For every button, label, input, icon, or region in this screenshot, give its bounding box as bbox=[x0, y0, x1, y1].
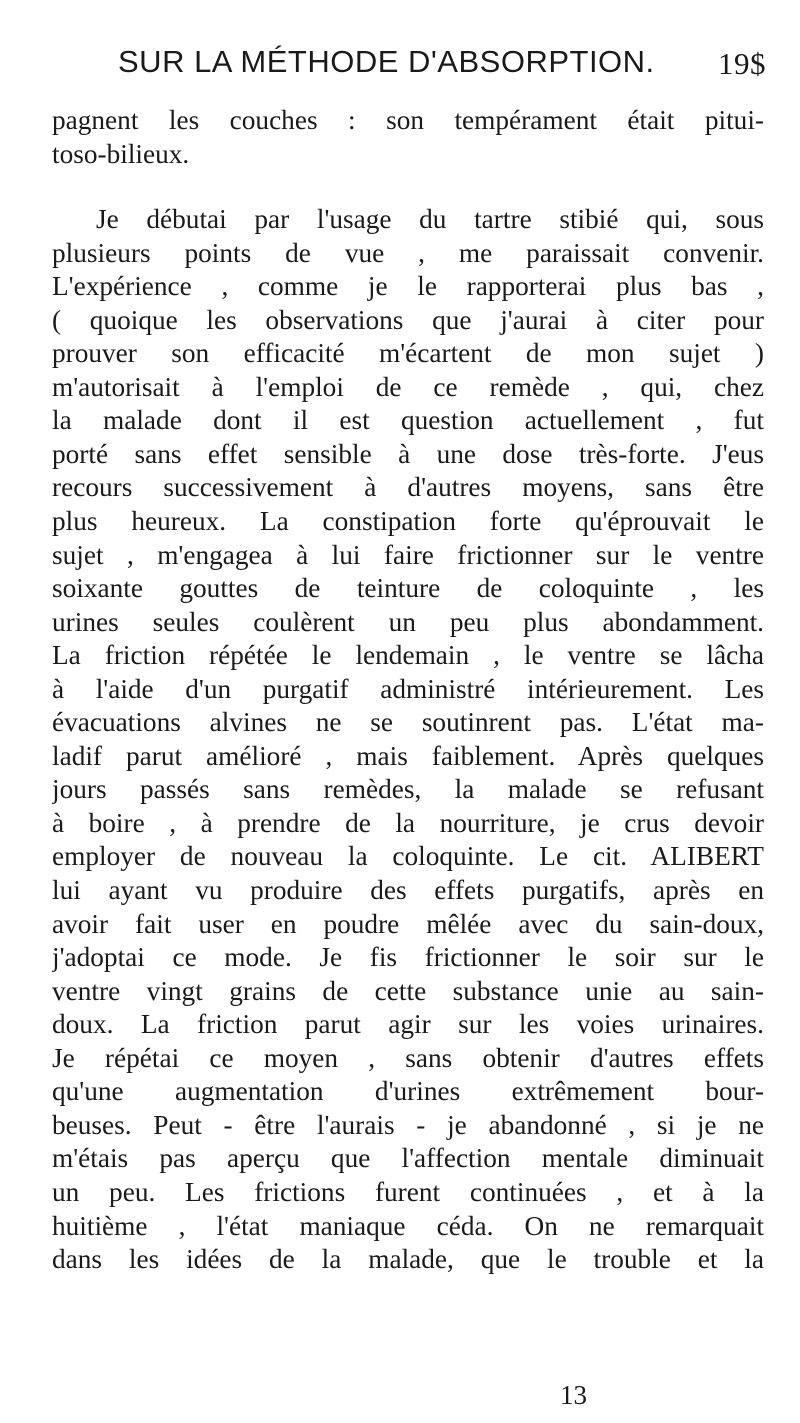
text-line: ventre vingt grains de cette substance unie au sain- bbox=[52, 975, 764, 1006]
text-line: Je débutai par l'usage du tartre stibié qui, sous bbox=[96, 204, 764, 235]
text-line: beuses. Peut - être l'aurais - je abandonné , si je ne bbox=[52, 1109, 764, 1140]
text-line: prouver son efficacité m'écartent de mon sujet ) bbox=[52, 338, 764, 369]
text-line: lui ayant vu produire des effets purgatifs, après en bbox=[52, 875, 764, 906]
body-text bbox=[52, 104, 764, 1277]
text-line: plus heureux. La constipation forte qu'éprouvait le bbox=[52, 506, 764, 537]
text-line: soixante gouttes de teinture de coloquinte , les bbox=[52, 573, 764, 604]
text-line: toso-bilieux. bbox=[52, 138, 190, 169]
text-line: plusieurs points de vue , me paraissait convenir. bbox=[52, 237, 764, 268]
text-line: m'autorisait à l'emploi de ce remède , qui, chez bbox=[52, 371, 764, 402]
text-line: m'étais pas aperçu que l'affection mentale diminuait bbox=[52, 1143, 764, 1174]
text-line: porté sans effet sensible à une dose très-forte. J'eus bbox=[52, 438, 764, 469]
text-line: un peu. Les frictions furent continuées , et à la bbox=[52, 1176, 764, 1207]
text-line: L'expérience , comme je le rapporterai plus bas , bbox=[52, 271, 764, 302]
running-head bbox=[118, 44, 778, 88]
text-line: avoir fait user en poudre mêlée avec du sain-doux, bbox=[52, 908, 764, 939]
text-line: la malade dont il est question actuellement , fut bbox=[52, 405, 764, 436]
text-line: j'adoptai ce mode. Je fis frictionner le soir sur le bbox=[52, 942, 764, 973]
text-line: La friction répétée le lendemain , le ventre se lâcha bbox=[52, 640, 764, 671]
text-line: huitième , l'état maniaque céda. On ne remarquait bbox=[52, 1210, 764, 1241]
page-number: 19$ bbox=[718, 46, 766, 81]
signature-mark: 13 bbox=[560, 1380, 587, 1410]
text-line: urines seules coulèrent un peu plus abondamment. bbox=[52, 606, 764, 637]
text-line: recours successivement à d'autres moyens, sans être bbox=[52, 472, 764, 503]
text-line: Je répétai ce moyen , sans obtenir d'autres effets bbox=[52, 1042, 764, 1073]
text-line: à boire , à prendre de la nourriture, je crus devoir bbox=[52, 807, 764, 838]
text-line: sujet , m'engagea à lui faire frictionner sur le ventre bbox=[52, 539, 764, 570]
text-line: qu'une augmentation d'urines extrêmement bour- bbox=[52, 1076, 764, 1107]
text-line: pagnent les couches : son tempérament était pitui- bbox=[52, 105, 764, 135]
text-line: dans les idées de la malade, que le trouble et la bbox=[52, 1244, 764, 1275]
text-line: ladif parut amélioré , mais faiblement. Après quelques bbox=[52, 740, 764, 771]
paragraph-break bbox=[52, 171, 764, 203]
text-line: employer de nouveau la coloquinte. Le cit. ALIBERT bbox=[52, 841, 764, 872]
running-title: SUR LA MÉTHODE D'ABSORPTION. bbox=[118, 44, 655, 79]
text-line: à l'aide d'un purgatif administré intérieurement. Les bbox=[52, 673, 764, 704]
text-line: doux. La friction parut agir sur les voies urinaires. bbox=[52, 1009, 764, 1040]
text-line: ( quoique les observations que j'aurai à citer pour bbox=[52, 304, 764, 335]
text-line: évacuations alvines ne se soutinrent pas. L'état ma- bbox=[52, 707, 764, 738]
text-line: jours passés sans remèdes, la malade se refusant bbox=[52, 774, 764, 805]
